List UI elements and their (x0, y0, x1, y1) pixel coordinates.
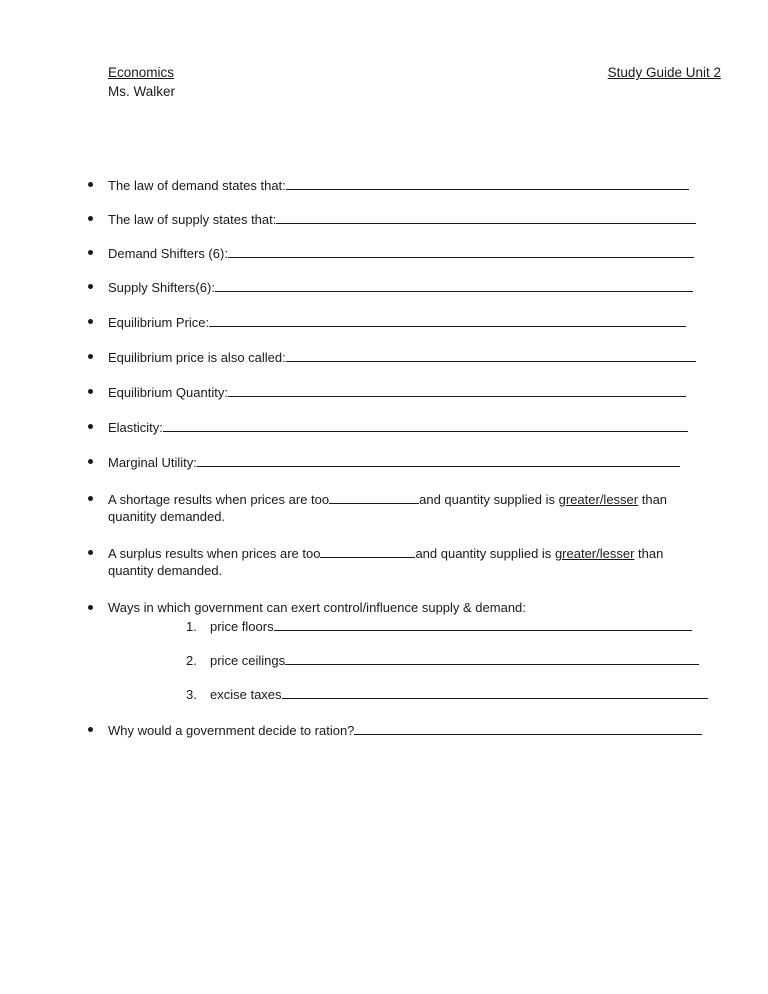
bullet-icon (88, 727, 93, 732)
answer-blank[interactable] (197, 453, 680, 467)
answer-blank[interactable] (354, 721, 702, 735)
prompt-elasticity: Elasticity: (108, 420, 163, 435)
teacher-name: Ms. Walker (108, 84, 175, 99)
bullet-icon (88, 496, 93, 501)
answer-blank[interactable] (286, 176, 689, 190)
sub-item-number: 2. (186, 653, 197, 668)
prompt-demand-shifters: Demand Shifters (6): (108, 246, 228, 261)
answer-blank[interactable] (163, 418, 688, 432)
government-intro: Ways in which government can exert control/influence supply & demand: (108, 600, 526, 615)
sub-item-number: 1. (186, 619, 197, 634)
sub-item-label: price floors (210, 619, 274, 634)
prompt-supply-shifters: Supply Shifters(6): (108, 280, 215, 295)
bullet-icon (88, 284, 93, 289)
shortage-choice[interactable]: greater/lesser (558, 492, 639, 507)
bullet-icon (88, 250, 93, 255)
sub-item (186, 685, 708, 703)
answer-blank[interactable] (209, 313, 686, 327)
bullet-icon (88, 459, 93, 464)
bullet-icon (88, 216, 93, 221)
surplus-text-2: and quantity supplied is (415, 546, 552, 561)
answer-blank[interactable] (286, 348, 696, 362)
prompt-supply-law: The law of supply states that: (108, 212, 277, 227)
answer-blank[interactable] (276, 210, 696, 224)
answer-blank[interactable] (215, 278, 693, 292)
prompt-equilibrium-price-also: Equilibrium price is also called: (108, 350, 286, 365)
prompt-ration: Why would a government decide to ration? (108, 723, 355, 738)
bullet-icon (88, 424, 93, 429)
header (108, 64, 721, 82)
prompt-equilibrium-quantity: Equilibrium Quantity: (108, 385, 228, 400)
sub-item-number: 3. (186, 687, 197, 702)
bullet-icon (88, 605, 93, 610)
shortage-text-4: quanitity demanded. (108, 509, 226, 524)
bullet-icon (88, 550, 93, 555)
bullet-icon (88, 319, 93, 324)
surplus-text-3: than (638, 546, 664, 561)
sub-item-label: excise taxes (210, 687, 282, 702)
bullet-icon (88, 389, 93, 394)
surplus-text-1: A surplus results when prices are too (108, 546, 321, 561)
shortage-text-2: and quantity supplied is (419, 492, 555, 507)
sub-item (186, 617, 692, 635)
answer-blank[interactable] (285, 651, 699, 665)
prompt-marginal-utility: Marginal Utility: (108, 455, 197, 470)
answer-blank[interactable] (228, 383, 686, 397)
document-title: Study Guide Unit 2 (607, 65, 721, 80)
answer-blank[interactable] (320, 544, 415, 558)
answer-blank[interactable] (329, 490, 419, 504)
answer-blank[interactable] (274, 617, 692, 631)
answer-blank[interactable] (228, 244, 694, 258)
bullet-icon (88, 354, 93, 359)
surplus-text-4: quantity demanded. (108, 563, 223, 578)
sub-item (186, 651, 699, 669)
sub-item-label: price ceilings (210, 653, 286, 668)
shortage-text-1: A shortage results when prices are too (108, 492, 330, 507)
shortage-text-3: than (641, 492, 668, 507)
prompt-demand-law: The law of demand states that: (108, 178, 286, 193)
bullet-icon (88, 182, 93, 187)
surplus-choice[interactable]: greater/lesser (554, 546, 635, 561)
answer-blank[interactable] (282, 685, 708, 699)
prompt-equilibrium-price: Equilibrium Price: (108, 315, 210, 330)
subject: Economics (108, 65, 175, 80)
